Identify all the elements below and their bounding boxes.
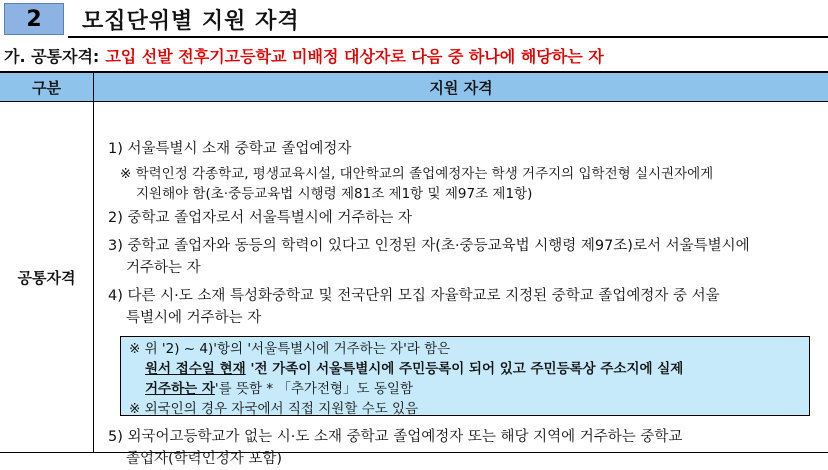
note-text: '전 가족이 서울특별시에 주민등록이 되어 있고 주민등록상 주소지에 실제 [246,361,684,377]
table-header-row [0,72,828,102]
subheading-emphasis: 고입 선발 전후기고등학교 미배정 대상자로 다음 중 하나에 해당하는 자 [105,47,603,66]
list-item: 5) 외국어고등학교가 없는 시·도 소재 중학교 졸업예정자 또는 해당 지역에 거주하는 중학교 [108,426,682,448]
note-line: ※ 외국인의 경우 자국에서 직접 지원할 수도 있음 [129,399,801,419]
eligibility-table [0,71,828,453]
note-text: 지원해야 함(초·중등교육법 시행령 제81조 제1항 및 제97조 제1항) [136,184,532,204]
note-line [129,359,801,379]
list-item-cont: 졸업자(학력인정자 포함) [126,448,282,470]
section-header [0,0,828,38]
list-item: 1) 서울특별시 소재 중학교 졸업예정자 [108,138,351,160]
note-emphasis: 원서 접수일 현재 [145,361,246,377]
header-category: 구분 [0,72,94,102]
list-item-cont: 거주하는 자 [126,257,201,279]
note-emphasis: 거주하는 자 [145,381,215,397]
subheading [4,44,604,67]
header-qualification: 지원 자격 [94,72,828,102]
qualification-cell [94,102,828,453]
residence-note-box [120,336,810,416]
list-item: 3) 중학교 졸업자와 동등의 학력이 있다고 인정된 자(초·중등교육법 시행령 제97조)로서 서울특별시에 [108,235,750,257]
list-item: 4) 다른 시·도 소재 특성화중학교 및 전국단위 모집 자율학교로 지정된 중학교 졸업예정자 중 서울 [108,285,720,307]
category-cell: 공통자격 [0,102,94,453]
table-row [0,102,828,453]
note-line: ※ 위 '2) ~ 4)'항의 '서울특별시에 거주하는 자'라 함은 [129,339,801,359]
note-text: ※ 학력인정 각종학교, 평생교육시설, 대안학교의 졸업예정자는 학생 거주지의 입학전형 실시권자에게 [120,164,713,184]
note-line [129,379,801,399]
section-title: 모집단위별 지원 자격 [82,4,300,35]
list-item-cont: 특별시에 거주하는 자 [126,307,261,329]
subheading-prefix: 가. 공통자격: [4,47,99,66]
section-number: 2 [4,3,64,35]
note-text: '를 뜻함 * 「추가전형」도 동일함 [215,381,413,397]
list-item: 2) 중학교 졸업자로서 서울특별시에 거주하는 자 [108,207,412,229]
title-underline [68,36,828,38]
